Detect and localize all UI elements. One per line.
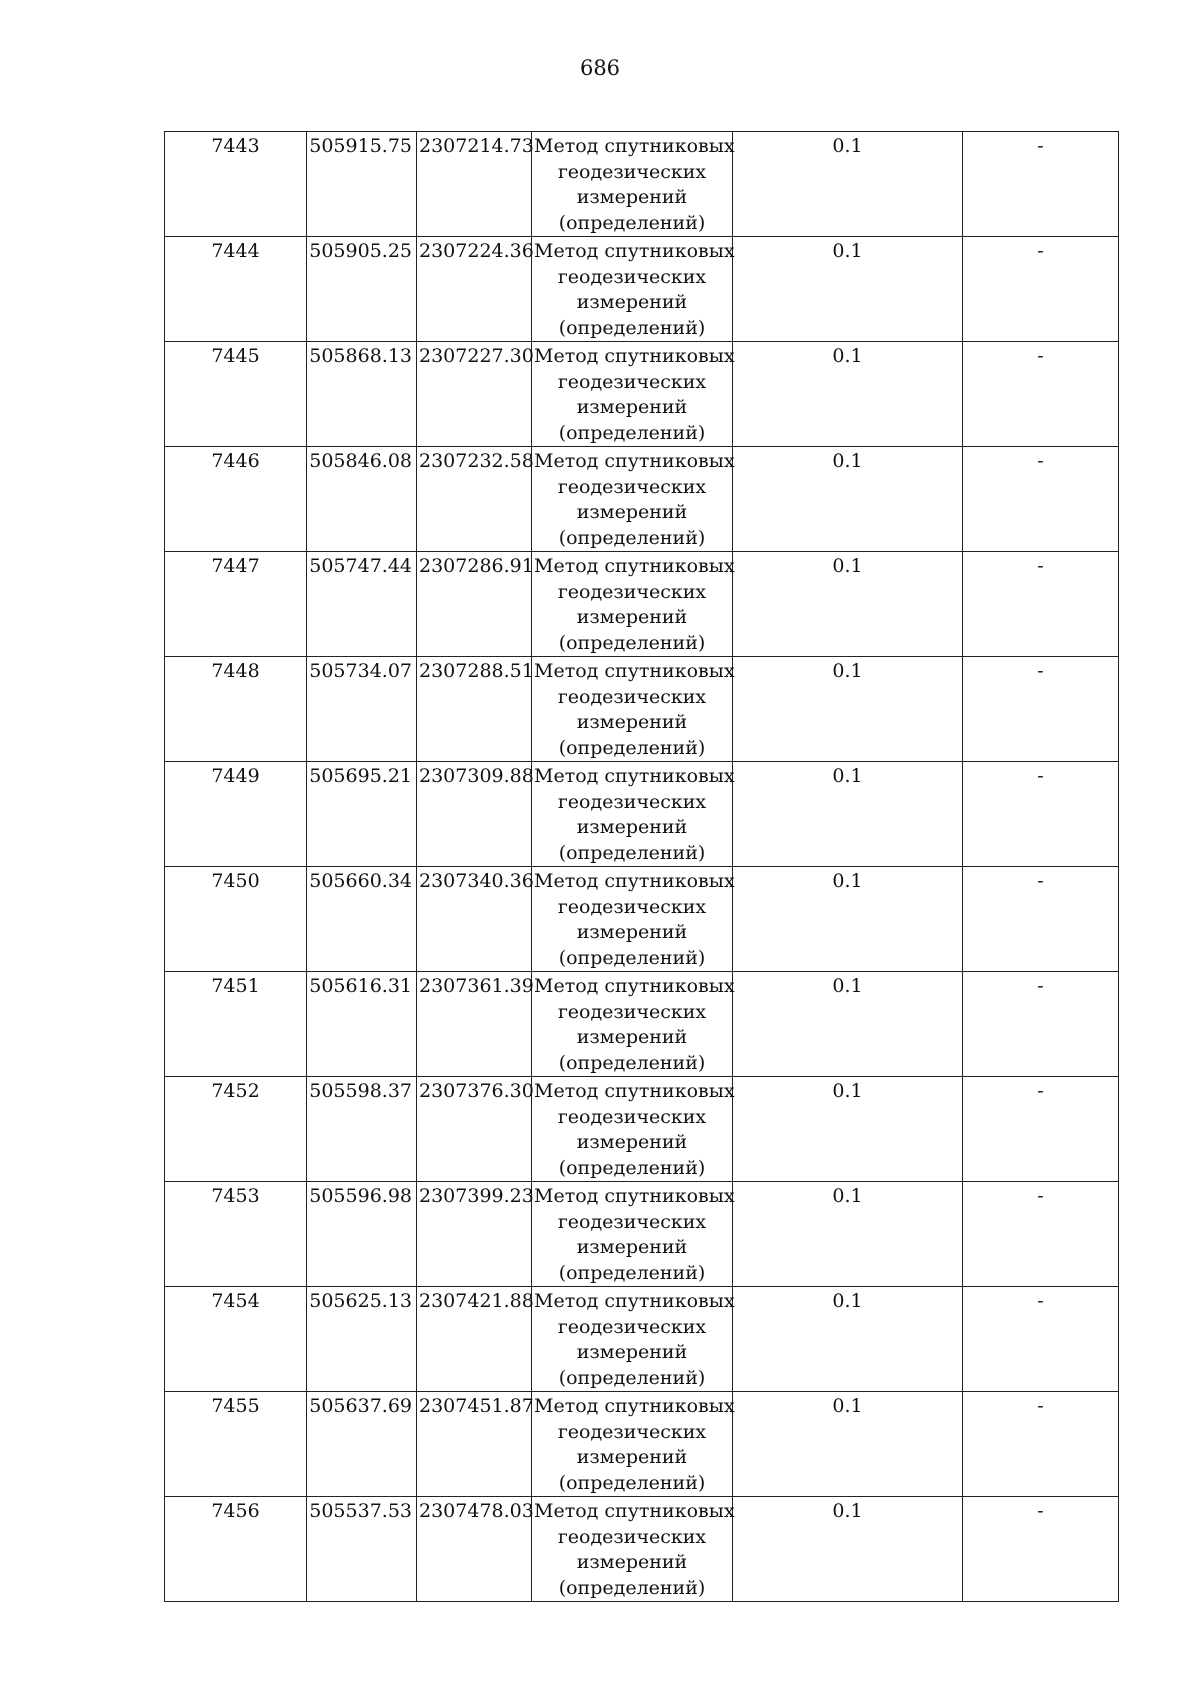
table-row <box>165 552 1119 657</box>
method-text-line: Метод спутниковых <box>534 1500 735 1522</box>
method-text-line: (определений) <box>558 1261 706 1284</box>
point-number-cell: 7454 <box>165 1287 307 1392</box>
y-coordinate-cell: 2307451.87 <box>417 1392 532 1497</box>
method-text-line: измерений <box>576 1341 688 1363</box>
point-number-cell: 7452 <box>165 1077 307 1182</box>
point-number-cell: 7456 <box>165 1497 307 1602</box>
method-cell <box>532 132 733 237</box>
x-coordinate-cell: 505905.25 <box>307 237 417 342</box>
method-text-line: Метод спутниковых <box>534 1080 735 1102</box>
method-text-line: измерений <box>576 921 688 943</box>
method-cell <box>532 762 733 867</box>
y-coordinate-cell: 2307309.88 <box>417 762 532 867</box>
accuracy-cell: 0.1 <box>733 1077 963 1182</box>
method-text-line: Метод спутниковых <box>534 240 735 262</box>
y-coordinate-cell: 2307361.39 <box>417 972 532 1077</box>
table-row <box>165 237 1119 342</box>
method-text-line: (определений) <box>558 946 706 969</box>
point-number-cell: 7453 <box>165 1182 307 1287</box>
method-text-line: геодезических <box>557 160 707 183</box>
method-text-line: геодезических <box>557 370 707 393</box>
accuracy-cell: 0.1 <box>733 867 963 972</box>
method-cell <box>532 1392 733 1497</box>
method-text-line: Метод спутниковых <box>534 660 735 682</box>
x-coordinate-cell: 505660.34 <box>307 867 417 972</box>
method-text-line: (определений) <box>558 1471 706 1494</box>
method-text-line: геодезических <box>557 895 707 918</box>
method-cell <box>532 657 733 762</box>
note-cell: - <box>963 342 1119 447</box>
method-cell <box>532 1077 733 1182</box>
method-text-line: геодезических <box>557 1420 707 1443</box>
accuracy-cell: 0.1 <box>733 552 963 657</box>
method-text-line: (определений) <box>558 1576 706 1599</box>
note-cell: - <box>963 237 1119 342</box>
table-row <box>165 342 1119 447</box>
note-cell: - <box>963 1287 1119 1392</box>
accuracy-cell: 0.1 <box>733 132 963 237</box>
table-row <box>165 972 1119 1077</box>
table-row <box>165 447 1119 552</box>
method-text-line: (определений) <box>558 1156 706 1179</box>
method-text-line: геодезических <box>557 1105 707 1128</box>
note-cell: - <box>963 867 1119 972</box>
x-coordinate-cell: 505846.08 <box>307 447 417 552</box>
table-row <box>165 867 1119 972</box>
method-text-line: (определений) <box>558 736 706 759</box>
method-text-line: Метод спутниковых <box>534 975 735 997</box>
coordinates-table <box>164 131 1119 1602</box>
method-cell <box>532 1287 733 1392</box>
method-text-line: Метод спутниковых <box>534 450 735 472</box>
method-text-line: измерений <box>576 1026 688 1048</box>
point-number-cell: 7444 <box>165 237 307 342</box>
point-number-cell: 7446 <box>165 447 307 552</box>
x-coordinate-cell: 505637.69 <box>307 1392 417 1497</box>
note-cell: - <box>963 1077 1119 1182</box>
x-coordinate-cell: 505695.21 <box>307 762 417 867</box>
point-number-cell: 7451 <box>165 972 307 1077</box>
table-row <box>165 1287 1119 1392</box>
accuracy-cell: 0.1 <box>733 1497 963 1602</box>
point-number-cell: 7455 <box>165 1392 307 1497</box>
method-text-line: Метод спутниковых <box>534 1395 735 1417</box>
point-number-cell: 7445 <box>165 342 307 447</box>
accuracy-cell: 0.1 <box>733 1287 963 1392</box>
x-coordinate-cell: 505625.13 <box>307 1287 417 1392</box>
method-cell <box>532 447 733 552</box>
method-text-line: измерений <box>576 816 688 838</box>
y-coordinate-cell: 2307286.91 <box>417 552 532 657</box>
method-text-line: Метод спутниковых <box>534 135 735 157</box>
accuracy-cell: 0.1 <box>733 972 963 1077</box>
method-text-line: Метод спутниковых <box>534 1290 735 1312</box>
table-row <box>165 1077 1119 1182</box>
method-text-line: Метод спутниковых <box>534 765 735 787</box>
y-coordinate-cell: 2307478.03 <box>417 1497 532 1602</box>
table-row <box>165 132 1119 237</box>
x-coordinate-cell: 505598.37 <box>307 1077 417 1182</box>
method-text-line: измерений <box>576 291 688 313</box>
method-text-line: (определений) <box>558 526 706 549</box>
method-text-line: (определений) <box>558 421 706 444</box>
point-number-cell: 7448 <box>165 657 307 762</box>
method-text-line: измерений <box>576 1446 688 1468</box>
method-text-line: (определений) <box>558 631 706 654</box>
method-cell <box>532 1182 733 1287</box>
x-coordinate-cell: 505616.31 <box>307 972 417 1077</box>
note-cell: - <box>963 447 1119 552</box>
method-text-line: измерений <box>576 501 688 523</box>
note-cell: - <box>963 657 1119 762</box>
x-coordinate-cell: 505747.44 <box>307 552 417 657</box>
accuracy-cell: 0.1 <box>733 342 963 447</box>
point-number-cell: 7443 <box>165 132 307 237</box>
accuracy-cell: 0.1 <box>733 762 963 867</box>
method-cell <box>532 867 733 972</box>
method-text-line: измерений <box>576 186 688 208</box>
y-coordinate-cell: 2307227.30 <box>417 342 532 447</box>
method-cell <box>532 237 733 342</box>
method-text-line: измерений <box>576 396 688 418</box>
method-text-line: геодезических <box>557 1315 707 1338</box>
method-text-line: (определений) <box>558 316 706 339</box>
method-text-line: Метод спутниковых <box>534 345 735 367</box>
method-text-line: геодезических <box>557 1000 707 1023</box>
method-text-line: (определений) <box>558 1366 706 1389</box>
note-cell: - <box>963 1182 1119 1287</box>
note-cell: - <box>963 552 1119 657</box>
method-text-line: геодезических <box>557 580 707 603</box>
method-cell <box>532 972 733 1077</box>
point-number-cell: 7449 <box>165 762 307 867</box>
method-text-line: Метод спутниковых <box>534 870 735 892</box>
method-text-line: измерений <box>576 711 688 733</box>
y-coordinate-cell: 2307340.36 <box>417 867 532 972</box>
x-coordinate-cell: 505537.53 <box>307 1497 417 1602</box>
method-text-line: геодезических <box>557 1210 707 1233</box>
method-text-line: измерений <box>576 1236 688 1258</box>
x-coordinate-cell: 505915.75 <box>307 132 417 237</box>
method-text-line: геодезических <box>557 1525 707 1548</box>
method-text-line: (определений) <box>558 841 706 864</box>
y-coordinate-cell: 2307288.51 <box>417 657 532 762</box>
accuracy-cell: 0.1 <box>733 1392 963 1497</box>
x-coordinate-cell: 505734.07 <box>307 657 417 762</box>
note-cell: - <box>963 1392 1119 1497</box>
x-coordinate-cell: 505596.98 <box>307 1182 417 1287</box>
note-cell: - <box>963 132 1119 237</box>
method-text-line: Метод спутниковых <box>534 555 735 577</box>
table-row <box>165 1497 1119 1602</box>
note-cell: - <box>963 972 1119 1077</box>
accuracy-cell: 0.1 <box>733 657 963 762</box>
y-coordinate-cell: 2307214.73 <box>417 132 532 237</box>
table-row <box>165 762 1119 867</box>
method-cell <box>532 342 733 447</box>
table-row <box>165 657 1119 762</box>
point-number-cell: 7450 <box>165 867 307 972</box>
table-row <box>165 1182 1119 1287</box>
method-text-line: геодезических <box>557 265 707 288</box>
method-text-line: Метод спутниковых <box>534 1185 735 1207</box>
method-text-line: измерений <box>576 606 688 628</box>
note-cell: - <box>963 1497 1119 1602</box>
y-coordinate-cell: 2307376.30 <box>417 1077 532 1182</box>
method-text-line: измерений <box>576 1551 688 1573</box>
method-cell <box>532 1497 733 1602</box>
y-coordinate-cell: 2307232.58 <box>417 447 532 552</box>
method-text-line: геодезических <box>557 475 707 498</box>
accuracy-cell: 0.1 <box>733 1182 963 1287</box>
x-coordinate-cell: 505868.13 <box>307 342 417 447</box>
method-text-line: (определений) <box>558 211 706 234</box>
method-text-line: (определений) <box>558 1051 706 1074</box>
point-number-cell: 7447 <box>165 552 307 657</box>
page-number: 686 <box>579 56 621 80</box>
note-cell: - <box>963 762 1119 867</box>
table-row <box>165 1392 1119 1497</box>
coordinates-table-body <box>165 132 1119 1602</box>
method-text-line: геодезических <box>557 790 707 813</box>
accuracy-cell: 0.1 <box>733 447 963 552</box>
y-coordinate-cell: 2307399.23 <box>417 1182 532 1287</box>
method-text-line: геодезических <box>557 685 707 708</box>
method-cell <box>532 552 733 657</box>
method-text-line: измерений <box>576 1131 688 1153</box>
y-coordinate-cell: 2307421.88 <box>417 1287 532 1392</box>
y-coordinate-cell: 2307224.36 <box>417 237 532 342</box>
accuracy-cell: 0.1 <box>733 237 963 342</box>
